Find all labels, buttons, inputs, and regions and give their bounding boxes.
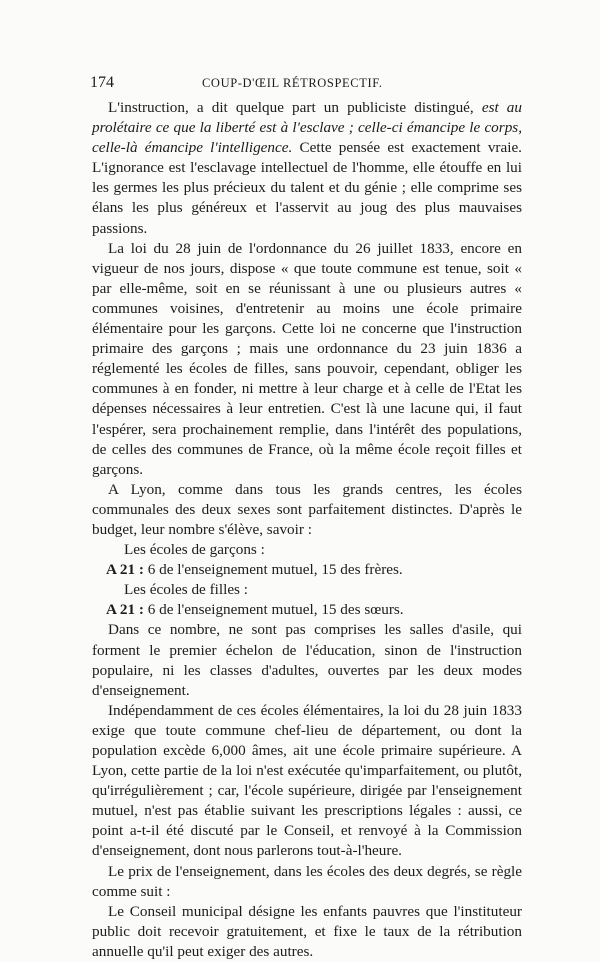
paragraph-text: Cette pensée est exactement vraie. L'ignorance est l'esclavage intellectuel de l'homme, elle étouffe en lui les germes les plus précieux du talent et du génie ; elle comprime ses élans les plus généreux et l'asservit au joug des plus mauvaises passions. <box>92 139 522 237</box>
count-detail: 6 de l'enseignement mutuel, 15 des sœurs. <box>143 601 404 619</box>
paragraph-salles-asile: Dans ce nombre, ne sont pas comprises les salles d'asile, qui forment le premier échelon de l'éducation, sinon de l'instruction populaire, ni les classes d'adultes, ouvertes par les deux modes d'enseignement. <box>92 621 522 699</box>
running-title: COUP-D'ŒIL RÉTROSPECTIF. <box>202 76 383 90</box>
paragraph-conseil-municipal: Le Conseil municipal désigne les enfants pauvres que l'instituteur public doit recevoir gratuitement, et fixe le taux de la rétribution annuelle qu'il peut exiger des autres. <box>92 902 522 960</box>
page-number: 174 <box>90 74 114 91</box>
paragraph-text: L'instruction, a dit quelque part un publiciste distingué, <box>108 99 482 116</box>
italic-quote: est au prolétaire ce que la liberté est à l'esclave ; celle-ci émancipe le corps, celle-là émancipe l'intelligence. <box>92 99 522 157</box>
body-text <box>92 98 522 962</box>
count-detail: 6 de l'enseignement mutuel, 15 des frères. <box>143 561 403 579</box>
paragraph-prix-enseignement: Le prix de l'enseignement, dans les écoles des deux degrés, se règle comme suit : <box>92 862 522 900</box>
paragraph-law-1833: La loi du 28 juin de l'ordonnance du 26 juillet 1833, encore en vigueur de nos jours, dispose « que toute commune est tenue, soit « par elle-même, soit en se réunissant à une ou plusieurs autres « communes voisines, d'entretenir au moins une école primaire élémentaire pour les garçons. Cette loi ne concerne que l'instruction primaire des garçons ; mais une ordonnance du 23 juin 1836 a réglementé les écoles de filles, sans pouvoir, cependant, obliger les communes à en fonder, ni mettre à leur charge et à celle de l'Etat les dépenses nécessaires à leur entretien. C'est là une lacune qui, il faut l'espérer, sera prochainement remplie, dans l'intérêt des populations, de celles des communes de France, où la même école reçoit filles et garçons. <box>92 239 522 478</box>
paragraph-ecole-superieure: Indépendamment de ces écoles élémentaires, la loi du 28 juin 1833 exige que toute commune chef-lieu de département, ou dont la population excède 6,000 âmes, ait une école primaire supérieure. A Lyon, cette partie de la loi n'est exécutée qu'imparfaitement, ou plutôt, qu'irrégulièrement ; car, l'école supérieure, dirigée par l'enseignement mutuel, n'est pas établie suivant les prescriptions légales : aussi, ce point a-t-il été discuté par le Conseil, et renvoyé à la Commission d'enseignement, dont nous parlerons tout-à-l'heure. <box>92 701 522 860</box>
paragraph-lyon-schools: A Lyon, comme dans tous les grands centres, les écoles communales des deux sexes sont parfaitement distinctes. D'après le budget, leur nombre s'élève, savoir : <box>92 480 522 538</box>
paragraph-instruction <box>92 98 522 239</box>
count-label: A 21 : <box>106 561 144 579</box>
heading-boys-schools: Les écoles de garçons : <box>124 541 265 559</box>
page-header <box>90 74 522 94</box>
count-label: A 21 : <box>106 601 144 619</box>
girls-schools-count <box>92 600 522 620</box>
heading-girls-schools: Les écoles de filles : <box>124 581 248 599</box>
boys-schools-count <box>92 560 522 580</box>
